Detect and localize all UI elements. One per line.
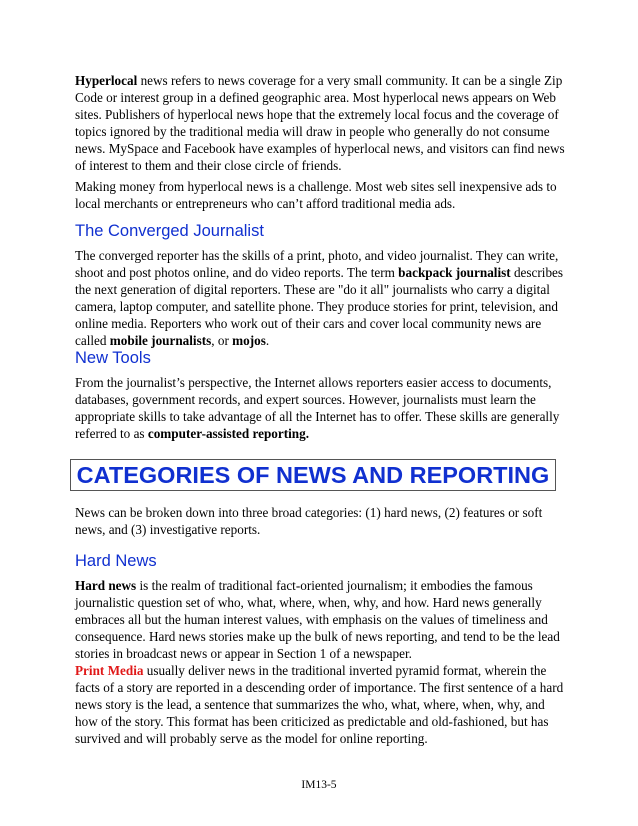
term-hard-news: Hard news: [75, 578, 137, 593]
term-mobile-journalists: mobile journalists: [109, 333, 212, 348]
term-backpack-journalist: backpack journalist: [398, 265, 511, 280]
paragraph-text: usually deliver news in the traditional inverted pyramid format, wherein the facts of a story are reported in a descending order of importance. The first sentence of a hard news story is the lead, a sentence that summarizes the who, what, where, when, why, and how of the story. This format has been criticized as predictable and old-fashioned, but has survived and will probably serve as the model for online reporting.: [75, 663, 564, 746]
term-hyperlocal: Hyperlocal: [75, 73, 138, 88]
paragraph-hyperlocal: [75, 72, 567, 174]
paragraph-text: .: [265, 333, 270, 348]
paragraph-categories: News can be broken down into three broad categories: (1) hard news, (2) features or soft news, and (3) investigative reports.: [75, 505, 543, 537]
paragraph-text: describes the next generation of digital reporters. These are "do it all" journalists who carry a digital camera, laptop computer, and satellite phone. They produce stories for print, television, and online media. Reporters who work out of their cars and cover local community news are called: [75, 265, 564, 348]
term-computer-assisted-reporting: computer-assisted reporting.: [147, 426, 310, 441]
heading-hard-news: Hard News: [75, 552, 157, 570]
term-print-media: Print Media: [75, 663, 144, 678]
heading-converged-journalist: The Converged Journalist: [75, 222, 264, 240]
paragraph-hyperlocal-money: Making money from hyperlocal news is a challenge. Most web sites sell inexpensive ads to local merchants or entrepreneurs who can’t afford traditional media ads.: [75, 179, 557, 211]
paragraph-text: , or: [211, 333, 233, 348]
paragraph-converged: [75, 247, 567, 349]
paragraph-print-media: [75, 662, 567, 747]
paragraph-text: From the journalist’s perspective, the Internet allows reporters easier access to documents, databases, government records, and expert sources. However, journalists must learn the appropriate skills to take advantage of all the Internet has to offer. These skills are generally referred to as: [75, 375, 560, 441]
paragraph-text: news refers to news coverage for a very small community. It can be a single Zip Code or interest group in a defined geographic area. Most hyperlocal news appears on Web sites. Publishers of hyperlocal news hope that the extremely local focus and the coverage of topics ignored by the traditional media will draw in people who generally do not consume news. MySpace and Facebook have examples of hyperlocal news, and visitors can find news of interest to them and their close circle of friends.: [75, 73, 565, 173]
heading-new-tools: New Tools: [75, 349, 151, 367]
paragraph-new-tools: [75, 374, 567, 442]
section-title: CATEGORIES OF NEWS AND REPORTING: [76, 462, 550, 488]
section-title-box: [70, 459, 556, 491]
term-mojos: mojos: [232, 333, 266, 348]
paragraph-hard-news: [75, 577, 567, 662]
paragraph-text: The converged reporter has the skills of a print, photo, and video journalist. They can write, shoot and post photos online, and do video reports. The term: [75, 248, 559, 280]
paragraph-text: is the realm of traditional fact-oriented journalism; it embodies the famous journalistic question set of who, what, where, when, why, and how. Hard news generally embraces all but the human interest values, with emphasis on the values of timeliness and consequence. Hard news stories make up the bulk of news reporting, and tend to be the lead stories in broadcast news or appear in Section 1 of a newspaper.: [75, 578, 560, 661]
page-number: IM13-5: [301, 779, 337, 791]
